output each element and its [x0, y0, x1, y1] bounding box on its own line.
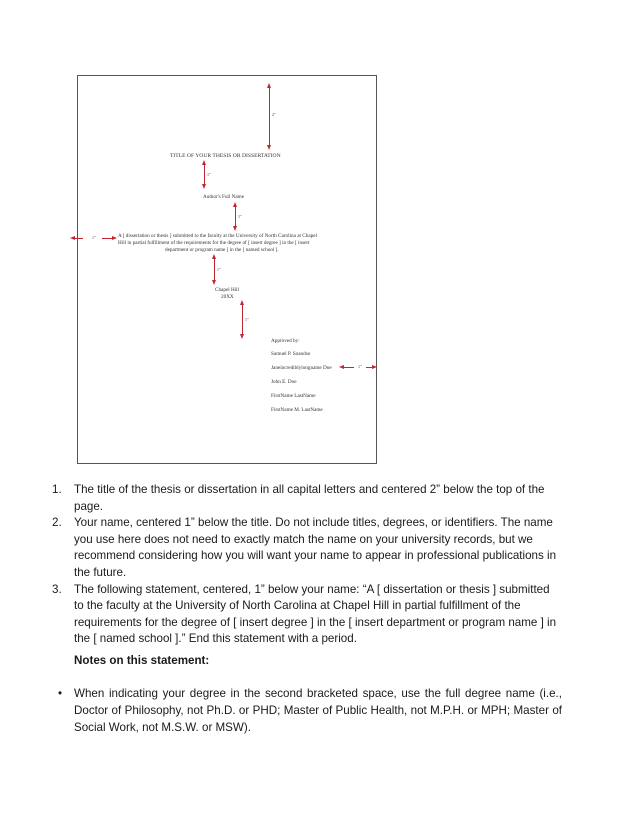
approver-5: FirstName M. LastName	[271, 407, 323, 413]
example-place: Chapel Hill	[215, 287, 240, 293]
list-number: 3.	[52, 582, 62, 596]
approver-1: Samuel P. Soandso	[271, 351, 311, 357]
bullet-text: When indicating your degree in the second bracketed space, use the full degree name (i.e., Doctor of Philosophy, not Ph.D. or PHD; Master of Public Health, not M.P.H. or MPH; Master of Social Work, not M.S.W. or MSW).	[74, 687, 562, 734]
list-line: the future.	[74, 565, 127, 579]
arrow-down-icon	[233, 226, 237, 231]
example-statement-line-2: Hill in partial fulfillment of the requirements for the degree of [ insert degree ] in the [ insert	[118, 240, 310, 246]
arrow-down-icon	[267, 145, 271, 150]
approver-4: FirstName LastName	[271, 393, 316, 399]
example-author: Author's Full Name	[203, 194, 244, 200]
notes-heading: Notes on this statement:	[74, 654, 210, 667]
arrow-right-icon	[372, 365, 377, 369]
title-page-example-image	[77, 75, 377, 464]
arrow-down-icon	[212, 280, 216, 285]
example-title: TITLE OF YOUR THESIS OR DISSERTATION	[170, 153, 281, 159]
year-approval-measure: 1"	[245, 317, 249, 322]
top-margin-line	[269, 88, 270, 145]
list-line: The title of the thesis or dissertation in all capital letters and centered 2” below the top of the	[74, 483, 545, 496]
list-line: requirements for the degree of [ insert degree ] in the [ insert department or program name ] in	[74, 615, 557, 629]
arrow-down-icon	[202, 184, 206, 189]
statement-place-gap-line	[214, 259, 215, 281]
example-statement-line-3: department or program name ] in the [ named school ].	[165, 247, 279, 253]
list-item	[52, 582, 562, 648]
year-approval-gap-line	[242, 305, 243, 335]
left-margin-line-b	[102, 238, 112, 239]
author-statement-measure: 1"	[238, 214, 242, 219]
list-number: 2.	[52, 516, 62, 530]
author-statement-gap-line	[235, 207, 236, 226]
title-author-gap-line	[204, 165, 205, 184]
approver-3: John E. Doe	[271, 379, 297, 385]
arrow-down-icon	[240, 334, 244, 339]
example-statement-line-1: A [ dissertation or thesis ] submitted to the faculty at the University of North Carolina at Chapel	[118, 233, 317, 239]
bullet-icon: •	[58, 687, 63, 700]
list-line: Your name, centered 1” below the title. Do not include titles, degrees, or identifiers. The name	[74, 516, 553, 530]
title-author-measure: 1"	[207, 172, 211, 177]
arrow-right-icon	[112, 236, 117, 240]
statement-place-measure: 1"	[217, 267, 221, 272]
bullet-item	[52, 685, 562, 736]
left-margin-measure: 1"	[92, 235, 96, 240]
list-line: the [ named school ].” End this statement with a period.	[74, 632, 357, 646]
top-margin-measure: 2"	[272, 112, 276, 117]
right-margin-measure: 1"	[358, 364, 362, 369]
list-item	[52, 515, 562, 581]
list-line: you use here does not need to exactly match the name on your university records, but we	[74, 532, 533, 546]
list-line: to the faculty at the University of North Carolina at Chapel Hill in partial fulfillment of the	[74, 599, 521, 613]
right-margin-line-a	[344, 367, 354, 368]
approver-2: Janeincrediblylongname Doe	[271, 365, 332, 371]
list-line: recommend considering how you will want your name to appear in professional publications in	[74, 549, 557, 563]
list-item	[52, 482, 562, 515]
example-year: 20XX	[221, 294, 234, 300]
list-line: The following statement, centered, 1” below your name: “A [ dissertation or thesis ] submitted	[74, 582, 550, 596]
list-number: 1.	[52, 483, 62, 496]
left-margin-line-a	[75, 238, 83, 239]
list-line: page.	[74, 499, 104, 513]
approved-by-label: Approved by:	[271, 338, 300, 344]
instructions-list	[52, 482, 562, 648]
